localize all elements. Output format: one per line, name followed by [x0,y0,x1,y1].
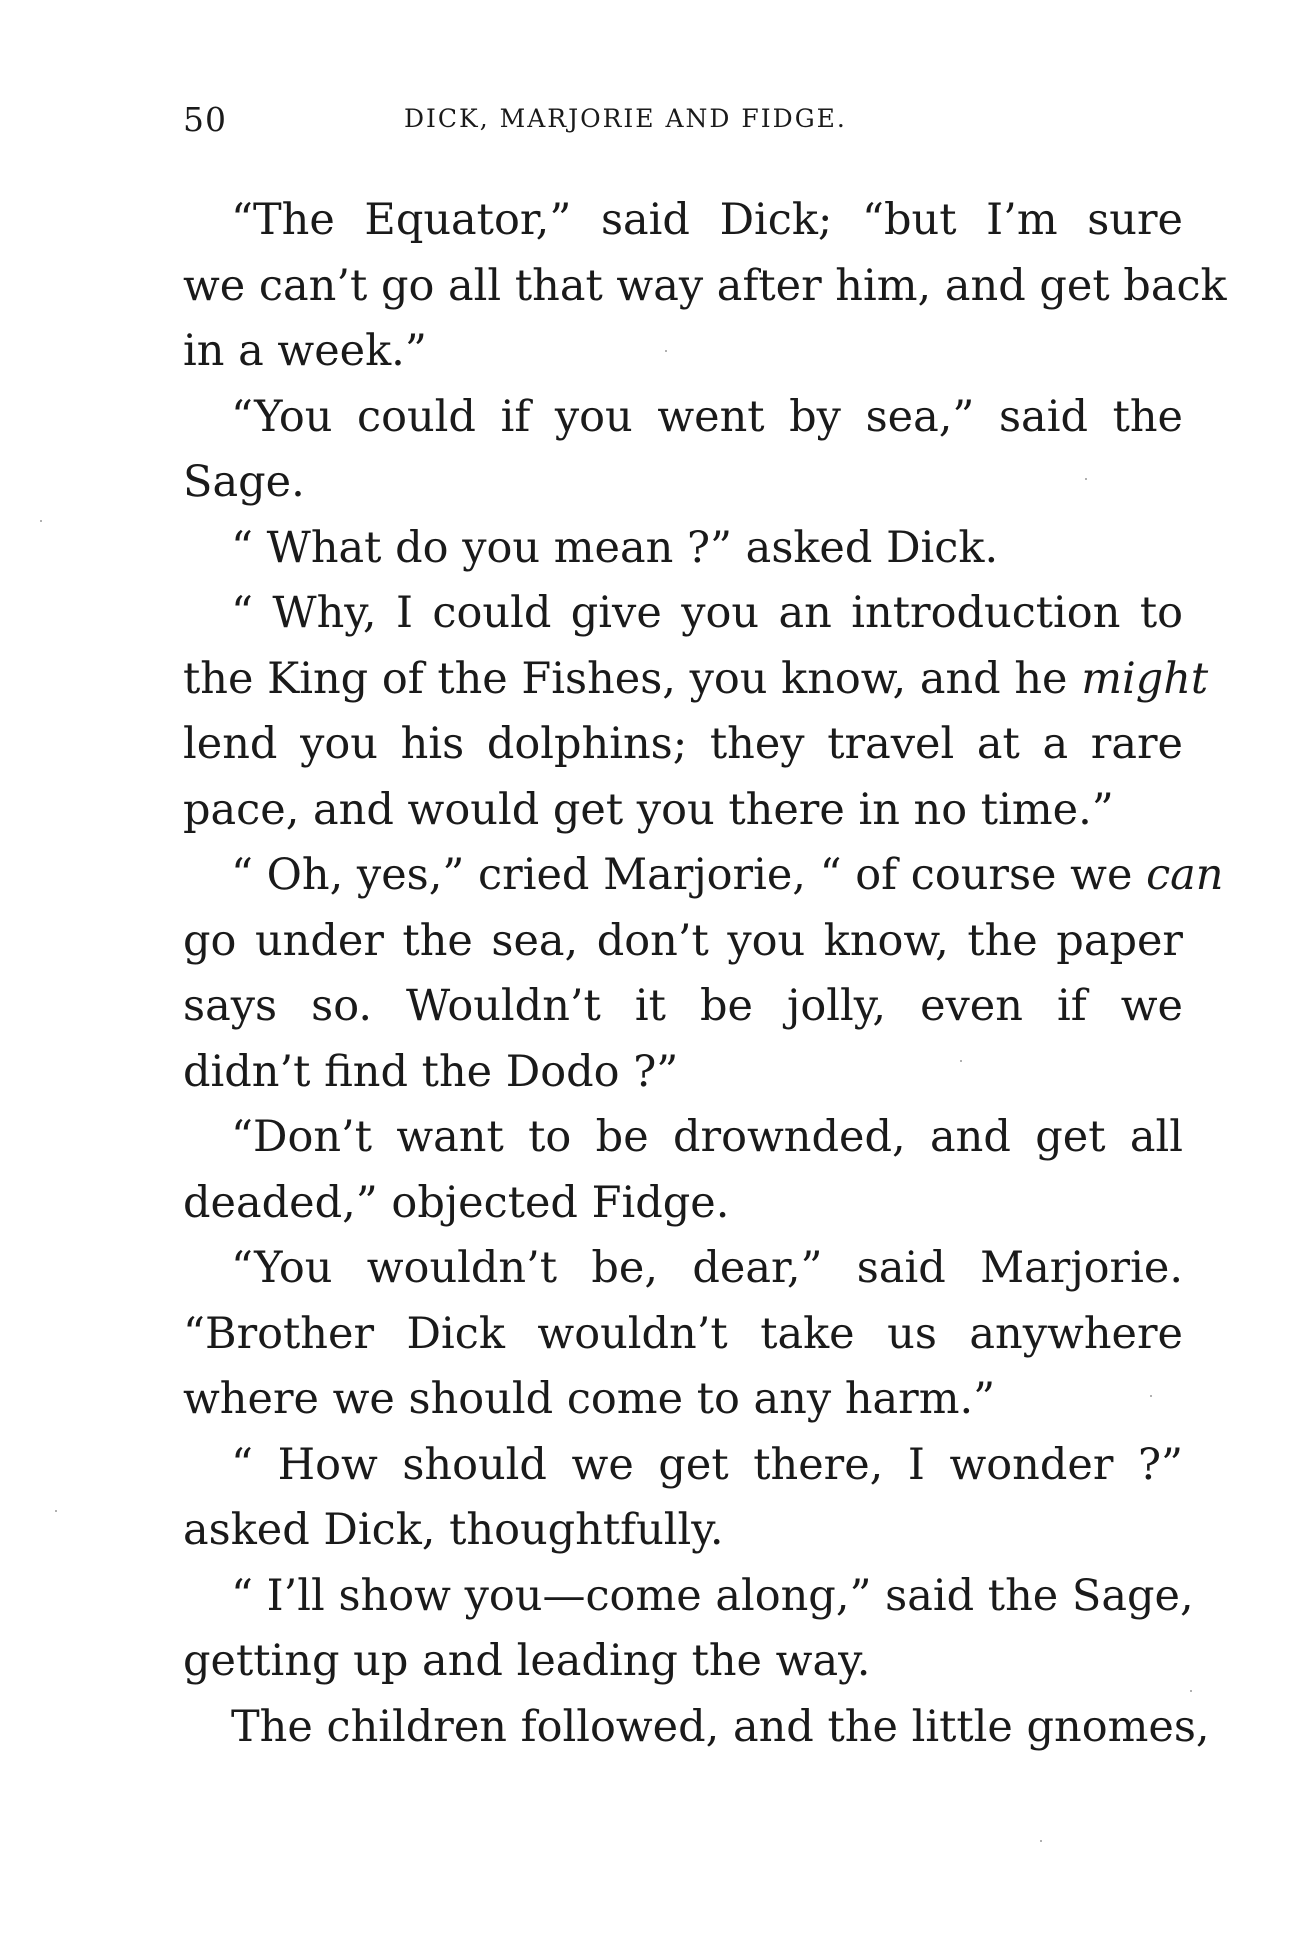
text-line: where we should come to any harm.” [183,1374,996,1424]
text-line: “ Oh, yes,” cried Marjorie, “ of course we can [231,850,1224,900]
text-line: “ How should we get there, I wonder ?” [231,1439,1183,1490]
body-text [183,188,1227,1760]
page-number: 50 [183,100,227,139]
scan-speck [55,1510,57,1512]
text-line: “You could if you went by sea,” said the [231,391,1183,442]
text-line: “Brother Dick wouldn’t take us anywhere [183,1308,1183,1359]
scan-speck [1085,478,1087,480]
text-line: “ What do you mean ?” asked Dick. [231,522,999,573]
italic-word: might [1081,653,1209,704]
text-line: “Don’t want to be drownded, and get all [231,1112,1183,1162]
scan-speck [1150,1395,1152,1397]
text-line: deaded,” objected Fidge. [183,1177,730,1228]
running-title: DICK, MARJORIE AND FIDGE. [404,104,847,133]
italic-word: can [1146,850,1224,900]
text-line: pace, and would get you there in no time.” [183,784,1114,835]
text-line: didn’t find the Dodo ?” [183,1046,679,1097]
text-line: asked Dick, thoughtfully. [183,1505,724,1555]
text-line: “The Equator,” said Dick; “but I’m sure [231,195,1183,245]
scan-speck [960,1060,962,1062]
text-line: we can’t go all that way after him, and get back [183,260,1227,311]
text-line: the King of the Fishes, you know, and he might [183,653,1209,704]
text-line: Sage. [183,457,305,507]
scan-speck [1040,1840,1042,1842]
text-line: “ Why, I could give you an introduction to [231,588,1183,638]
text-line: lend you his dolphins; they travel at a rare [183,719,1183,769]
scan-speck [40,520,42,522]
scan-speck [665,350,667,352]
scan-speck [1190,1690,1192,1692]
text-line: The children followed, and the little gnomes, [231,1701,1210,1752]
text-line: getting up and leading the way. [183,1636,871,1686]
text-line: in a week.” [183,326,427,376]
text-line: says so. Wouldn’t it be jolly, even if we [183,981,1183,1031]
text-line: “You wouldn’t be, dear,” said Marjorie. [231,1243,1183,1293]
page-header [183,100,1183,140]
text-line: go under the sea, don’t you know, the paper [183,915,1183,966]
text-line: “ I’ll show you—come along,” said the Sage, [231,1570,1194,1621]
